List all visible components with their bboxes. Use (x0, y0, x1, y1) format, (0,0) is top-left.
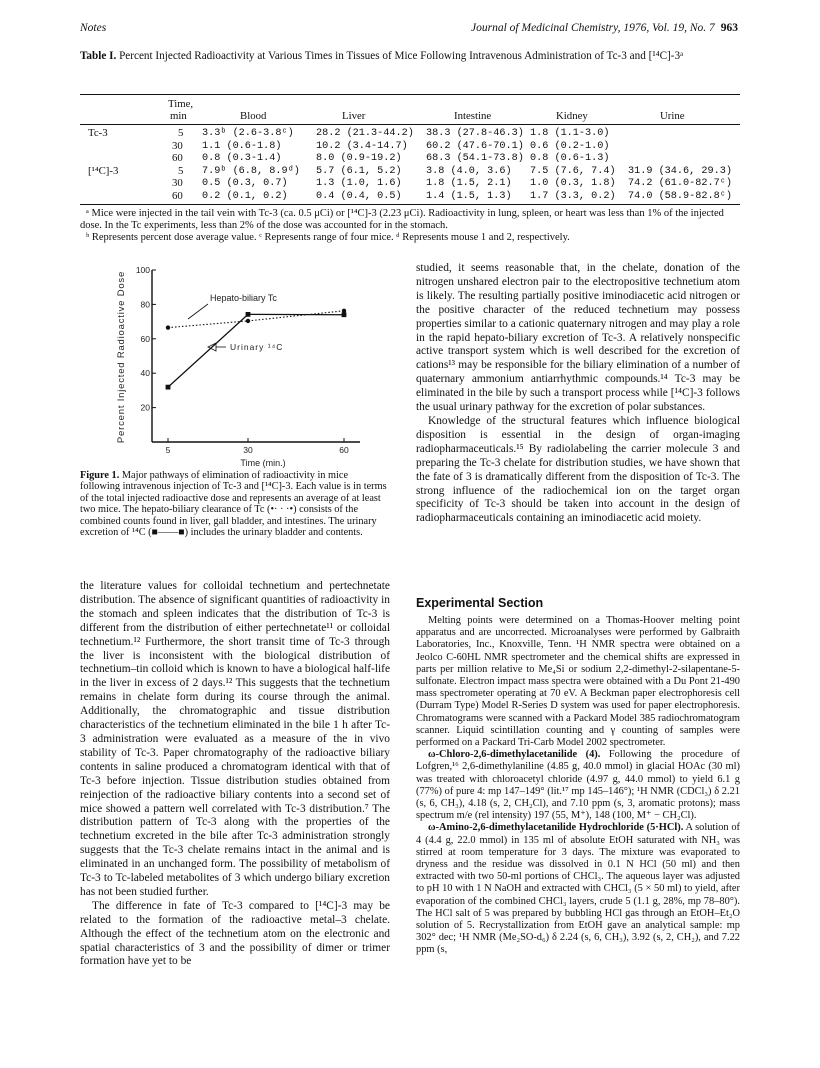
table-cell-liver: 5.7 (6.1, 5.2) (316, 165, 402, 177)
y-tick-label: 80 (140, 299, 150, 310)
elimination-chart (80, 262, 380, 472)
data-point-hepato-biliary (246, 319, 250, 323)
table-cell-urine: 74.0 (58.9-82.8ᶜ) (628, 190, 732, 202)
table-cell-intestine: 38.3 (27.8-46.3) (426, 128, 524, 139)
x-tick-label: 30 (243, 445, 253, 455)
header-urine: Urine (660, 110, 685, 122)
y-tick-label: 40 (140, 368, 150, 379)
data-point-hepato-biliary (342, 309, 346, 313)
page-number: 963 (720, 22, 738, 34)
header-blood: Blood (240, 110, 267, 122)
table-cell-urine: 31.9 (34.6, 29.3) (628, 165, 732, 177)
table-footnote: ᵇ Represents percent dose average value. ᶜ Represents range of four mice. ᵈ Represents mouse 1 and 2, respectively. (86, 232, 570, 243)
figure-caption-label: Figure 1. (80, 470, 120, 481)
table-cell-kidney: 1.8 (1.1-3.0) (530, 128, 610, 139)
compound-4-text: Following the procedure of Lofgren,¹⁶ 2,6-dimethylaniline (4.85 g, 40.0 mmol) in glacial HOAc (30 ml) was treated with chloroacetyl chloride (4.97 g, 44.0 mmol) to yield 6.1 g (77%) of pure 4: mp 147–149° (lit.¹⁷ mp 145–146°); ¹H NMR (CDCl₃) δ 2.21 (s, 6, CH₃), 4.18 (s, 2, CH₂Cl), and 7.10 ppm (s, 3, aromatic protons); mass spectrum m/e (rel intensity) 197 (55, M⁺), 148 (100, M⁺ − CH₂Cl). (416, 749, 741, 822)
table-cell-intestine: 1.8 (1.5, 2.1) (426, 178, 512, 189)
section-heading: Experimental Section (416, 596, 544, 610)
y-tick-label: 60 (140, 333, 150, 344)
header-time-unit: min (170, 110, 187, 122)
y-tick-label: 100 (135, 265, 150, 275)
table-cell-liver: 8.0 (0.9-19.2) (316, 153, 402, 164)
table-cell-kidney: 7.5 (7.6, 7.4) (530, 165, 616, 177)
table-cell-compound: [¹⁴C]-3 (88, 164, 119, 177)
table-cell-intestine: 68.3 (54.1-73.8) (426, 153, 524, 164)
table-cell-intestine: 60.2 (47.6-70.1) (426, 140, 524, 152)
table-footnotes (80, 208, 742, 244)
table-cell-time: 5 (178, 164, 184, 177)
table-cell-liver: 10.2 (3.4-14.7) (316, 140, 408, 152)
table-cell-blood: 0.2 (0.1, 0.2) (202, 190, 288, 202)
table-cell-intestine: 3.8 (4.0, 3.6) (426, 165, 512, 177)
table-cell-time: 60 (172, 152, 183, 164)
data-point-urinary (166, 385, 171, 390)
table-cell-time: 30 (172, 177, 183, 189)
table-cell-intestine: 1.4 (1.5, 1.3) (426, 190, 512, 202)
data-point-hepato-biliary (166, 325, 170, 329)
header-liver: Liver (342, 110, 366, 122)
table-cell-time: 60 (172, 189, 183, 202)
y-tick-label: 20 (140, 402, 150, 413)
table-cell-liver: 1.3 (1.0, 1.6) (316, 178, 402, 189)
table-cell-kidney: 0.6 (0.2-1.0) (530, 140, 610, 152)
right-column-body (416, 262, 740, 526)
figure-caption-text: Major pathways of elimination of radioactivity in mice following intravenous injection of Tc-3 and [¹⁴C]-3. Each value is in terms of the total injected radioactive dose and represents an average of at least two mice. The hepato-biliary clearance of Tc (•· · ·•) consists of the combined counts found in liver, gall bladder, and intestines. The urinary excretion of ¹⁴C (■——■) includes the urinary bladder and contents. (80, 470, 387, 539)
data-point-urinary (246, 312, 251, 317)
table-cell-blood: 3.3ᵇ (2.6-3.8ᶜ) (202, 128, 294, 139)
y-axis-label: Percent Injected Radioactive Dose (116, 270, 127, 444)
series-line-hepato-biliary (168, 311, 344, 328)
left-column-body (80, 580, 390, 969)
table-cell-time: 30 (172, 139, 183, 152)
experimental-intro: Melting points were determined on a Thomas-Hoover melting point apparatus and are uncorrected. Microanalyses were performed by Galbraith Laboratories, Inc., Knoxville, Tenn. ¹H NMR spectra were obtained on a Jeolco C-60HL NMR spectrometer and the chemical shifts are expressed in parts per million relative to Me₄Si or sodium 2,2-dimethyl-2-silapentane-5-sulfonate. Electron impact mass spectra were obtained with a Du Pont 21-490 mass spectrometer operating at 70 eV. A Beckman paper electrophoresis cell (Durram Type) Model R-Series D system was used for paper electrophoresis. Chromatograms were scanned with a Packard Model 385 radiochromatogram scanner. Liquid scintillation counting and γ counting of samples were performed on a Packard Tri-Carb Model 2002 spectrometer. (416, 615, 740, 749)
running-head-journal (471, 22, 738, 34)
label-leader-hepato (188, 304, 208, 319)
figure-caption (80, 470, 390, 538)
table-cell-compound: Tc-3 (88, 127, 108, 139)
table-caption (80, 50, 740, 63)
x-tick-label: 5 (165, 445, 171, 455)
journal-citation: Journal of Medicinal Chemistry, 1976, Vol. 19, No. 7 (471, 22, 715, 34)
table-cell-blood: 0.5 (0.3, 0.7) (202, 178, 288, 189)
x-axis-label: Time (min.) (240, 458, 286, 468)
experimental-section (416, 615, 740, 957)
compound-4-name: ω-Chloro-2,6-dimethylacetanilide (4). (428, 749, 601, 761)
body-paragraph: the literature values for colloidal technetium and pertechnetate distribution. The absence of significant quantities of radioactivity in the stomach and spleen indicates that the distribution of Tc-3 is different from the distribution of either pertechnetate¹¹ or colloidal technetium.¹² Furthermore, the short transit time of Tc-3 through the liver is inconsistent with the biological distribution of technetium–tin colloid which is known to have a biological half-life in the liver in excess of 2 days.¹² This suggests that the technetium remains in chelate form during its course through the animal. Additionally, the chromatographic and tissue distribution characteristics of the technetium eliminated in the bile 1 h after Tc-3 administration were evaluated as a measure of the in vivo stability of Tc-3. Paper chromatography of the radioactive biliary contents in saline produced a chromatogram identical with that of Tc-3 before injection. Tissue distribution studies obtained from reinjection of the radioactive biliary contents into a second set of mice showed a pattern well correlated with Tc-3 distribution.⁷ The distribution pattern of Tc-3 along with the properties of the technetium excreted in the bile after Tc-3 administration strongly suggests that the Tc-3 chelate remains intact in the animal and is eliminated in an unchanged form. The possibility of metabolism of Tc-3 to Tc-labeled metabolites of 3 which undergo biliary excretion has not been studied further. (80, 580, 390, 898)
table-footnote: ᵃ Mice were injected in the tail vein with Tc-3 (ca. 0.5 μCi) or [¹⁴C]-3 (2.23 μCi). Radioactivity in lung, spleen, or heart was less than 1% of the injected dose. In the Tc experiments, less than 2% of the dose was accounted for in the stomach. (80, 208, 724, 231)
compound-5-text: A solution of 4 (4.4 g, 22.0 mmol) in 135 ml of absolute EtOH saturated with NH₃ was stirred at room temperature for 3 days. The mixture was evaporated to dryness and the residue was dissolved in 0.1 N HCl (50 ml) and then extracted with two 50-ml portions of CHCl₃. The aqueous layer was adjusted to pH 10 with 1 N NaOH and extracted with CHCl₃ (5 × 50 ml) to yield, after evaporation of the combined CHCl₃ layers, crude 5 (1.1 g, 28%, mp 78–80°). The HCl salt of 5 was prepared by bubbling HCl gas through an EtOH–Et₂O solution of 5. Recrystallization from EtOH gave an analytical sample: mp 302° dec; ¹H NMR (Me₂SO-d₆) δ 2.24 (s, 6, CH₃), 3.92 (s, 2, CH₂), and 7.22 ppm (s, (416, 822, 740, 956)
header-time: Time, (168, 98, 194, 110)
table-cell-liver: 28.2 (21.3-44.2) (316, 128, 414, 139)
table-cell-liver: 0.4 (0.4, 0.5) (316, 190, 402, 202)
table-caption-text: Percent Injected Radioactivity at Various Times in Tissues of Mice Following Intravenous Administration of Tc-3 and [¹⁴C]-3ᵃ (119, 50, 684, 62)
x-tick-label: 60 (339, 445, 349, 455)
table-cell-kidney: 1.0 (0.3, 1.8) (530, 178, 616, 189)
body-paragraph: Knowledge of the structural features which influence biological disposition is essential in the design of organ-imaging radiopharmaceuticals.¹⁵ By radiolabeling the carrier molecule 3 and preparing the Tc-3 chelate for distribution studies, we have shown that the fate of 3 is dramatically different from the disposition of Tc-3. The strong influence of the radiochemical ion on the target organ specificity of Tc-3 should be taken into account in the design of radiopharmaceuticals containing an iminodiacetic acid moiety. (416, 414, 740, 525)
body-paragraph: studied, it seems reasonable that, in the chelate, donation of the nitrogen unshared electron pair to the electropositive technetium atom is likely. The resulting partially positive iminodiacetic acid nitrogen or the positive character of the reduced technetium may possess properties similar to a cationic quaternary nitrogen and may play a role in the rapid hepato-biliary excretion of Tc-3. A relatively nonspecific active transport system which is well described for the excretion of cations¹³ may be responsible for the biliary elimination of a number of quaternary ammonium antiarrhythmic compounds.¹⁴ Tc-3 may be eliminated in the bile by such a transport process while [¹⁴C]-3 follows the usual urinary pathway for the excretion of polar substances. (416, 262, 740, 414)
table-cell-kidney: 0.8 (0.6-1.3) (530, 153, 610, 164)
header-kidney: Kidney (556, 110, 588, 122)
series-label-urinary: Urinary ¹⁴C (230, 342, 284, 352)
table-cell-blood: 7.9ᵇ (6.8, 8.9ᵈ) (202, 165, 300, 177)
compound-4-paragraph (416, 749, 740, 822)
table-cell-blood: 0.8 (0.3-1.4) (202, 153, 282, 164)
table-cell-blood: 1.1 (0.6-1.8) (202, 140, 282, 152)
data-point-urinary (342, 312, 347, 317)
running-head-section: Notes (80, 22, 107, 34)
table-cell-kidney: 1.7 (3.3, 0.2) (530, 190, 616, 202)
table-caption-label: Table I. (80, 50, 117, 62)
table-cell-time: 5 (178, 127, 184, 139)
body-paragraph: The difference in fate of Tc-3 compared to [¹⁴C]-3 may be related to the formation of the radioactive metal–3 chelate. Although the effect of the technetium atom on the electronic and spatial characteristics of 3 and the possibility of dimer or trimer formation have yet to be (80, 899, 390, 968)
table-cell-urine: 74.2 (61.0-82.7ᶜ) (628, 178, 732, 189)
compound-5-paragraph (416, 822, 740, 956)
compound-5-name: ω-Amino-2,6-dimethylacetanilide Hydrochloride (5·HCl). (428, 822, 684, 834)
series-label-hepato: Hepato-biliary Tc (210, 293, 277, 303)
header-intestine: Intestine (454, 110, 492, 122)
